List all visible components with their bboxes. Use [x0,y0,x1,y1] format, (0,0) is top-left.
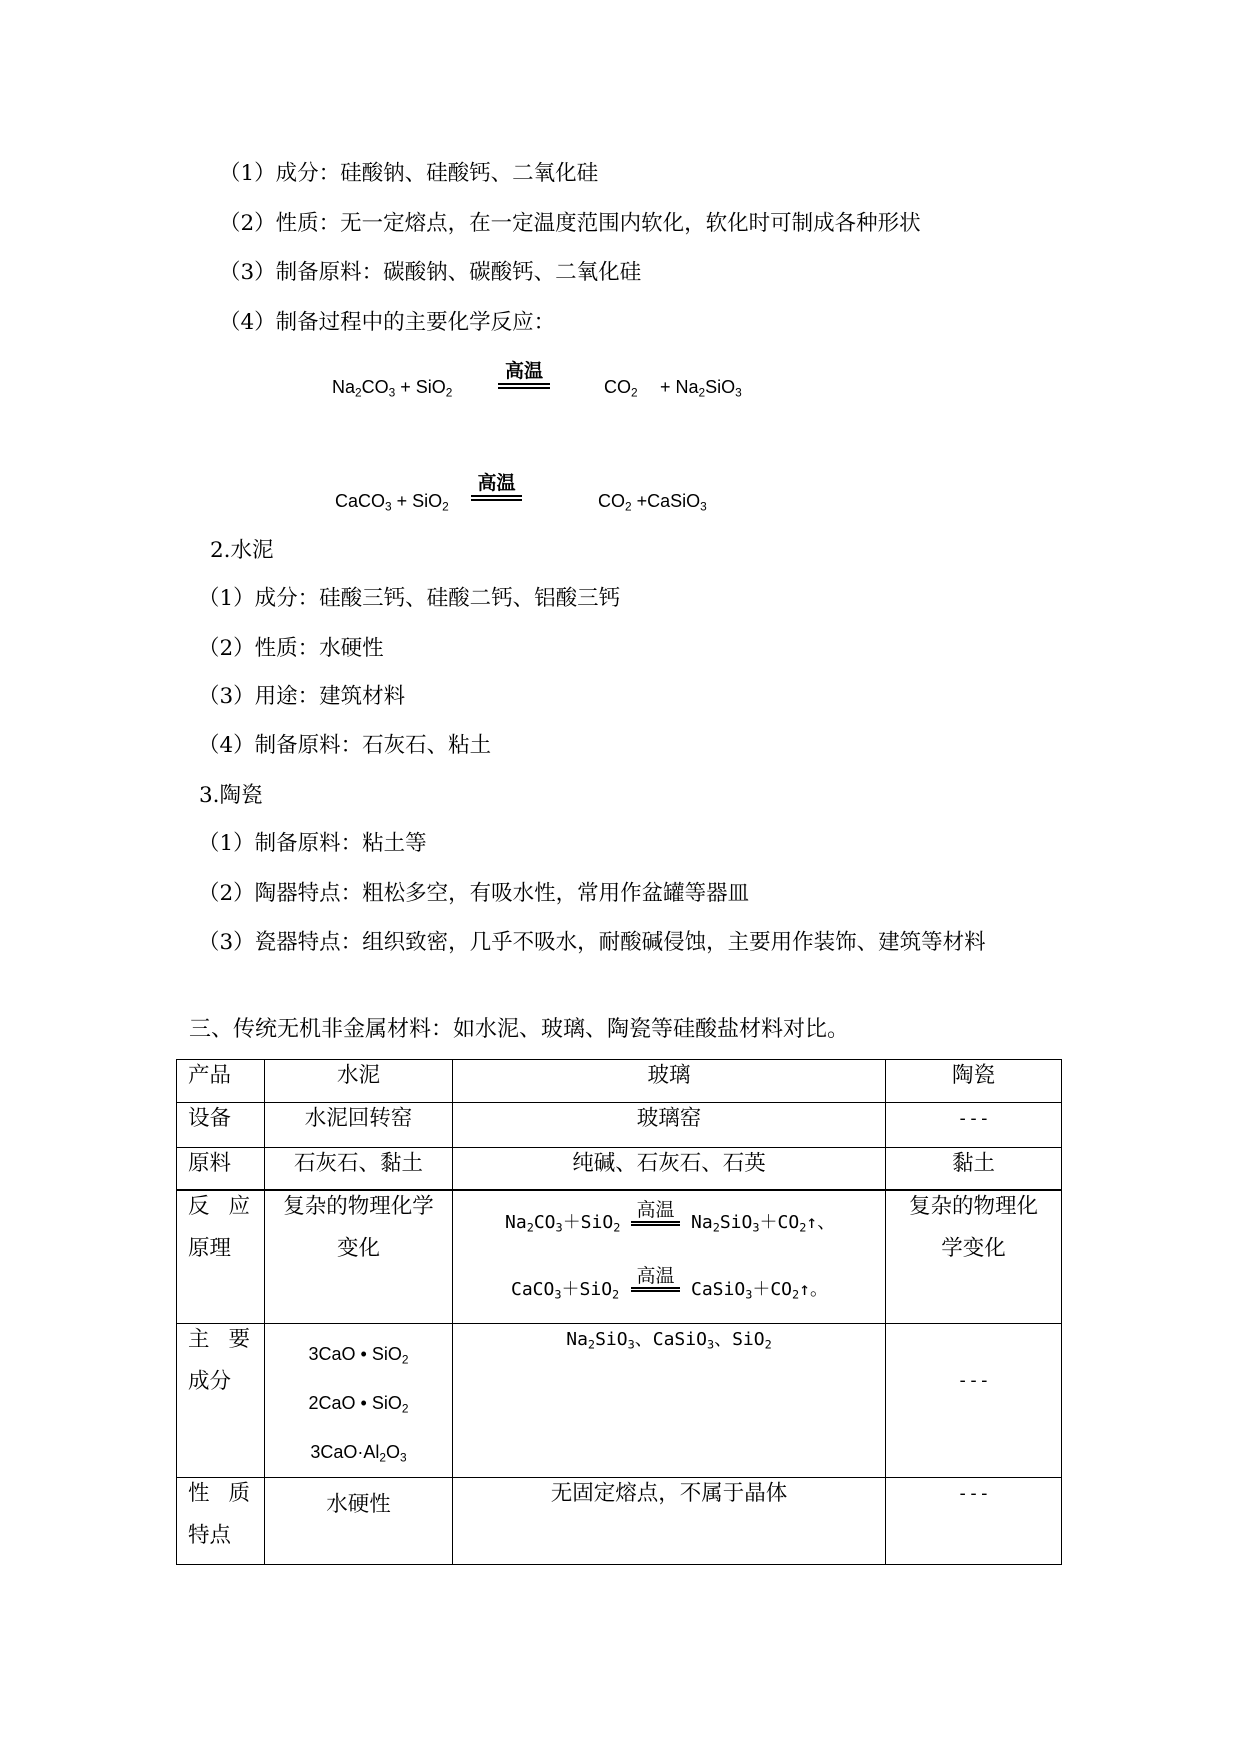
cement-item-properties: （2）性质：水硬性 [198,636,384,661]
cement-component: 2CaO • SiO$_2$ [308,1392,409,1415]
table-row-equipment [177,1103,1062,1148]
equation-1-product-a: $CO_2$ [604,377,638,400]
subscript: 3 [752,1219,760,1234]
subscript: 2 [799,1219,807,1234]
comparison-table [176,1059,1062,1565]
cell-glass-raw-materials: 纯碱、石灰石、石英 [453,1148,886,1190]
header-cell-product: 产品 [177,1060,265,1103]
subscript: 2 [792,1286,800,1301]
cell-cement-equipment: 水泥回转窑 [265,1103,453,1148]
subscript: 2 [526,1219,534,1234]
subscript: 3 [554,1286,562,1301]
table-equation-1-left: $Na_2CO_3+SiO_2$ [505,1211,621,1234]
table-equation-1-condition: 高温 [631,1199,680,1226]
cement-item-composition: （1）成分：硅酸三钙、硅酸二钙、铝酸三钙 [198,586,621,611]
cell-glass-reaction [453,1190,886,1324]
table-row-properties [177,1477,1062,1564]
table-row-raw-materials [177,1148,1062,1190]
ceramics-item-porcelain: （3）瓷器特点：组织致密，几乎不吸水，耐酸碱侵蚀，主要用作装饰、建筑等材料 [198,930,986,955]
cell-ceramics-reaction: 复杂的物理化学变化 [908,1193,1038,1261]
equation-2-products: $CO_2$ +CaSiO$_3$ [598,491,707,514]
header-cell-glass: 玻璃 [453,1060,886,1103]
cell-cement-raw-materials: 石灰石、黏土 [265,1148,453,1190]
subscript: 3 [735,385,742,400]
cement-component: $3CaO\cdot Al_2O_3$ [310,1441,407,1464]
row-label-components: 主要成分 [188,1326,250,1394]
subscript: 2 [698,385,706,400]
subscript: 2 [442,499,449,514]
glass-item-composition: （1）成分：硅酸钠、硅酸钙、二氧化硅 [219,161,599,186]
subscript: 3 [627,1336,635,1351]
subscript: 2 [764,1336,772,1351]
ceramics-heading: 3.陶瓷 [199,783,263,808]
row-label-reaction-cell [177,1190,265,1324]
subscript: 2 [401,1400,409,1415]
cell-cement-reaction: 复杂的物理化学变化 [283,1193,434,1261]
subscript: 3 [385,499,392,514]
cement-item-raw-materials: （4）制备原料：石灰石、粘土 [198,733,492,758]
subscript: 2 [355,385,362,400]
cement-heading: 2.水泥 [210,538,274,563]
table-equation-2-right: $CaSiO_3+CO_2↑$。 [691,1278,829,1301]
row-label-raw-materials: 原料 [177,1148,265,1190]
ceramics-item-pottery: （2）陶器特点：粗松多空，有吸水性，常用作盆罐等器皿 [198,881,750,906]
subscript: 2 [613,1219,621,1234]
subscript: 3 [388,385,396,400]
row-label-equipment: 设备 [177,1103,265,1148]
cement-item-uses: （3）用途：建筑材料 [198,684,406,709]
subscript: 3 [555,1219,563,1234]
cement-component: 3CaO • SiO$_2$ [308,1343,409,1366]
equation-2-condition: 高温 [471,473,522,501]
subscript: 2 [625,499,632,514]
subscript: 3 [745,1286,753,1301]
subscript: 3 [706,1336,715,1351]
cell-ceramics-properties: --- [886,1477,1062,1564]
row-label-properties: 性质特点 [188,1480,250,1548]
subscript: 2 [612,1286,620,1301]
table-row-components [177,1323,1062,1477]
subscript: 2 [401,1351,409,1366]
glass-item-reactions: （4）制备过程中的主要化学反应： [219,310,556,335]
table-equation-2-left: CaCO$_3$＋SiO$_2$ [511,1278,620,1301]
row-label-components-cell [177,1323,265,1477]
cell-cement-reaction-cell [265,1190,453,1324]
row-label-reaction: 反应原理 [188,1193,250,1261]
cell-ceramics-components: --- [886,1323,1062,1477]
cell-glass-properties: 无固定熔点，不属于晶体 [453,1477,886,1564]
cement-component-list [273,1328,444,1477]
subscript: 2 [445,385,453,400]
table-row-reaction [177,1190,1062,1324]
equation-1-reactants: $Na_2CO_3 + SiO_2$ [332,377,453,400]
cell-glass-equipment: 玻璃窑 [453,1103,886,1148]
cell-glass-components: $Na_2SiO_3$、CaSiO$_3$、SiO$_2$ [453,1323,886,1477]
table-header-row [177,1060,1062,1103]
cell-cement-properties: 水硬性 [265,1477,453,1564]
ceramics-item-raw-materials: （1）制备原料：粘土等 [198,831,427,856]
subscript: 3 [700,499,707,514]
cell-cement-components [265,1323,453,1477]
equation-1-condition: 高温 [498,361,550,389]
subscript: 2 [587,1336,596,1351]
comparison-heading: 三、传统无机非金属材料：如水泥、玻璃、陶瓷等硅酸盐材料对比。 [189,1017,850,1042]
glass-equations [461,1195,877,1323]
header-cell-ceramics: 陶瓷 [886,1060,1062,1103]
cell-ceramics-raw-materials: 黏土 [886,1148,1062,1190]
subscript: 2 [379,1449,386,1464]
subscript: 3 [400,1449,407,1464]
row-label-properties-cell [177,1477,265,1564]
glass-item-raw-materials: （3）制备原料：碳酸钠、碳酸钙、二氧化硅 [219,260,642,285]
cell-ceramics-reaction-cell [886,1190,1062,1324]
glass-item-properties: （2）性质：无一定熔点，在一定温度范围内软化，软化时可制成各种形状 [219,211,921,236]
header-cell-cement: 水泥 [265,1060,453,1103]
cell-ceramics-equipment: --- [886,1103,1062,1148]
table-equation-1-right: $Na_2SiO_3+CO_2↑$、 [691,1211,836,1234]
equation-2-reactants: CaCO$_3$ + SiO$_2$ [335,491,449,514]
equation-1-product-b: + $Na_2SiO_3$ [660,377,742,400]
subscript: 2 [712,1219,720,1234]
subscript: 2 [631,385,638,400]
table-equation-2-condition: 高温 [631,1265,680,1292]
